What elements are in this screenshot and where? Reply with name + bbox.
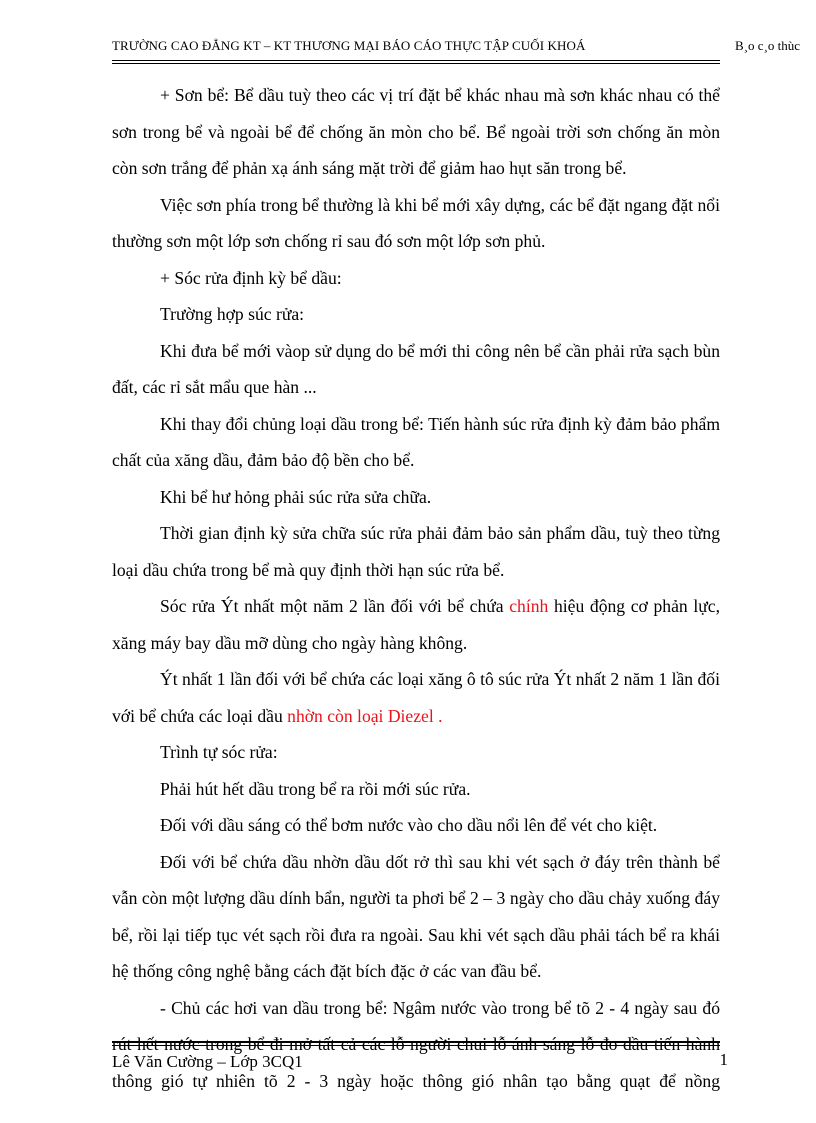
paragraph-be-moi: Khi đưa bể mới vàop sử dụng do bể mới thi công nên bể cần phải rửa sạch bùn đất, các rỉ sắt mẩu que hàn ... <box>112 340 720 397</box>
header-rule-secondary <box>112 63 720 64</box>
paragraph-soc-rua-dinh-ky: + Sóc rửa định kỳ bể dầu: <box>160 267 342 288</box>
paragraph-soc-rua-mot-nam <box>112 588 720 661</box>
paragraph-trinh-tu: Trình tự sóc rửa: <box>160 742 278 762</box>
header-title: TRƯỜNG CAO ĐẲNG KT – KT THƯƠNG MẠI BÁO CÁO THỰC TẬP CUỐI KHOÁ <box>112 38 586 53</box>
p10-text-before: Ýt nhất 1 lần đối với bể chứa các loại xăng ô tô súc rửa Ýt nhất 2 năm 1 lần đối với bể chứa các loại dầu <box>112 669 720 726</box>
paragraph-son-phia-trong: Việc sơn phía trong bể thường là khi bể mới xây dựng, các bể đặt ngang đặt nổi thường sơn một lớp sơn chống rỉ sau đó sơn một lớp sơn phủ. <box>112 194 720 251</box>
paragraph-hut-het-dau: Phải hút hết dầu trong bể ra rồi mới súc rửa. <box>160 778 471 799</box>
p9-text-after: hiệu động cơ phản lực, xăng máy bay dầu mỡ dùng cho ngày hàng không. <box>112 596 720 653</box>
header-rule <box>112 60 720 61</box>
document-body <box>112 77 720 1099</box>
paragraph-son-be: + Sơn bể: Bể dầu tuỳ theo các vị trí đặt bể khác nhau mà sơn khác nhau có thể sơn trong bể và ngoài bể để chống ăn mòn cho bể. Bể ngoài trời sơn chống ăn mòn còn sơn trắng để phản xạ ánh sáng mặt trời để giảm hao hụt săn trong bể. <box>112 85 720 178</box>
paragraph-be-hu-hong: Khi bể hư hỏng phải súc rửa sửa chữa. <box>160 486 432 507</box>
paragraph-it-nhat-1-lan <box>112 661 720 734</box>
paragraph-dau-nhon: Đối với bể chứa dầu nhờn dầu dốt rở thì sau khi vét sạch ở đáy trên thành bể vẫn còn một lượng dầu dính bẩn, người ta phơi bể 2 – 3 ngày cho dầu chảy xuống đáy bể, rồi lại tiếp tục vét sạch rồi đưa ra ngoài. Sau khi vét sạch dầu phải tách bể ra khái hệ thống công nghệ bằng cách đặt bích đặc ở các van đầu bể. <box>112 851 720 981</box>
page-header <box>112 38 812 60</box>
paragraph-dau-sang: Đối với dầu sáng có thể bơm nước vào cho dầu nổi lên để vét cho kiệt. <box>160 815 658 835</box>
p9-text-before: Sóc rửa Ýt nhất một năm 2 lần đối với bể chứa <box>160 596 510 616</box>
highlighted-text: chính <box>509 596 549 616</box>
footer-author: Lê Văn Cường – Lớp 3CQ1 <box>112 1052 303 1071</box>
paragraph-thoi-gian-dinh-ky: Thời gian định kỳ sửa chữa súc rửa phải đảm bảo sản phẩm dầu, tuỳ theo từng loại dầu chứa trong bể mà quy định thời hạn súc rửa bể. <box>112 523 720 580</box>
highlighted-text: nhờn còn loại Diezel . <box>287 705 443 726</box>
paragraph-chu-cac-hoi-van: - Chủ các hơi van dầu trong bể: Ngâm nước vào trong bể tõ 2 - 4 ngày sau đó rút hết nước trong bể đi mở tất cả các lỗ người chui lỗ ánh sáng lỗ đo dầu tiến hành thông gió tự nhiên tõ 2 - 3 ngày hoặc thông gió nhân tạo bằng quạt để nồng <box>112 997 720 1091</box>
paragraph-thay-doi-loai-dau: Khi thay đổi chủng loại dầu trong bể: Tiến hành súc rửa định kỳ đảm bảo phẩm chất của xăng dầu, đảm bảo độ bền cho bể. <box>112 413 720 470</box>
header-right-text: B¸o c¸o thùc <box>735 38 800 53</box>
footer-rule <box>112 1041 720 1043</box>
footer-rule-secondary <box>112 1045 720 1046</box>
paragraph-truong-hop: Trường hợp súc rửa: <box>160 304 305 324</box>
page-number: 1 <box>719 1050 728 1069</box>
